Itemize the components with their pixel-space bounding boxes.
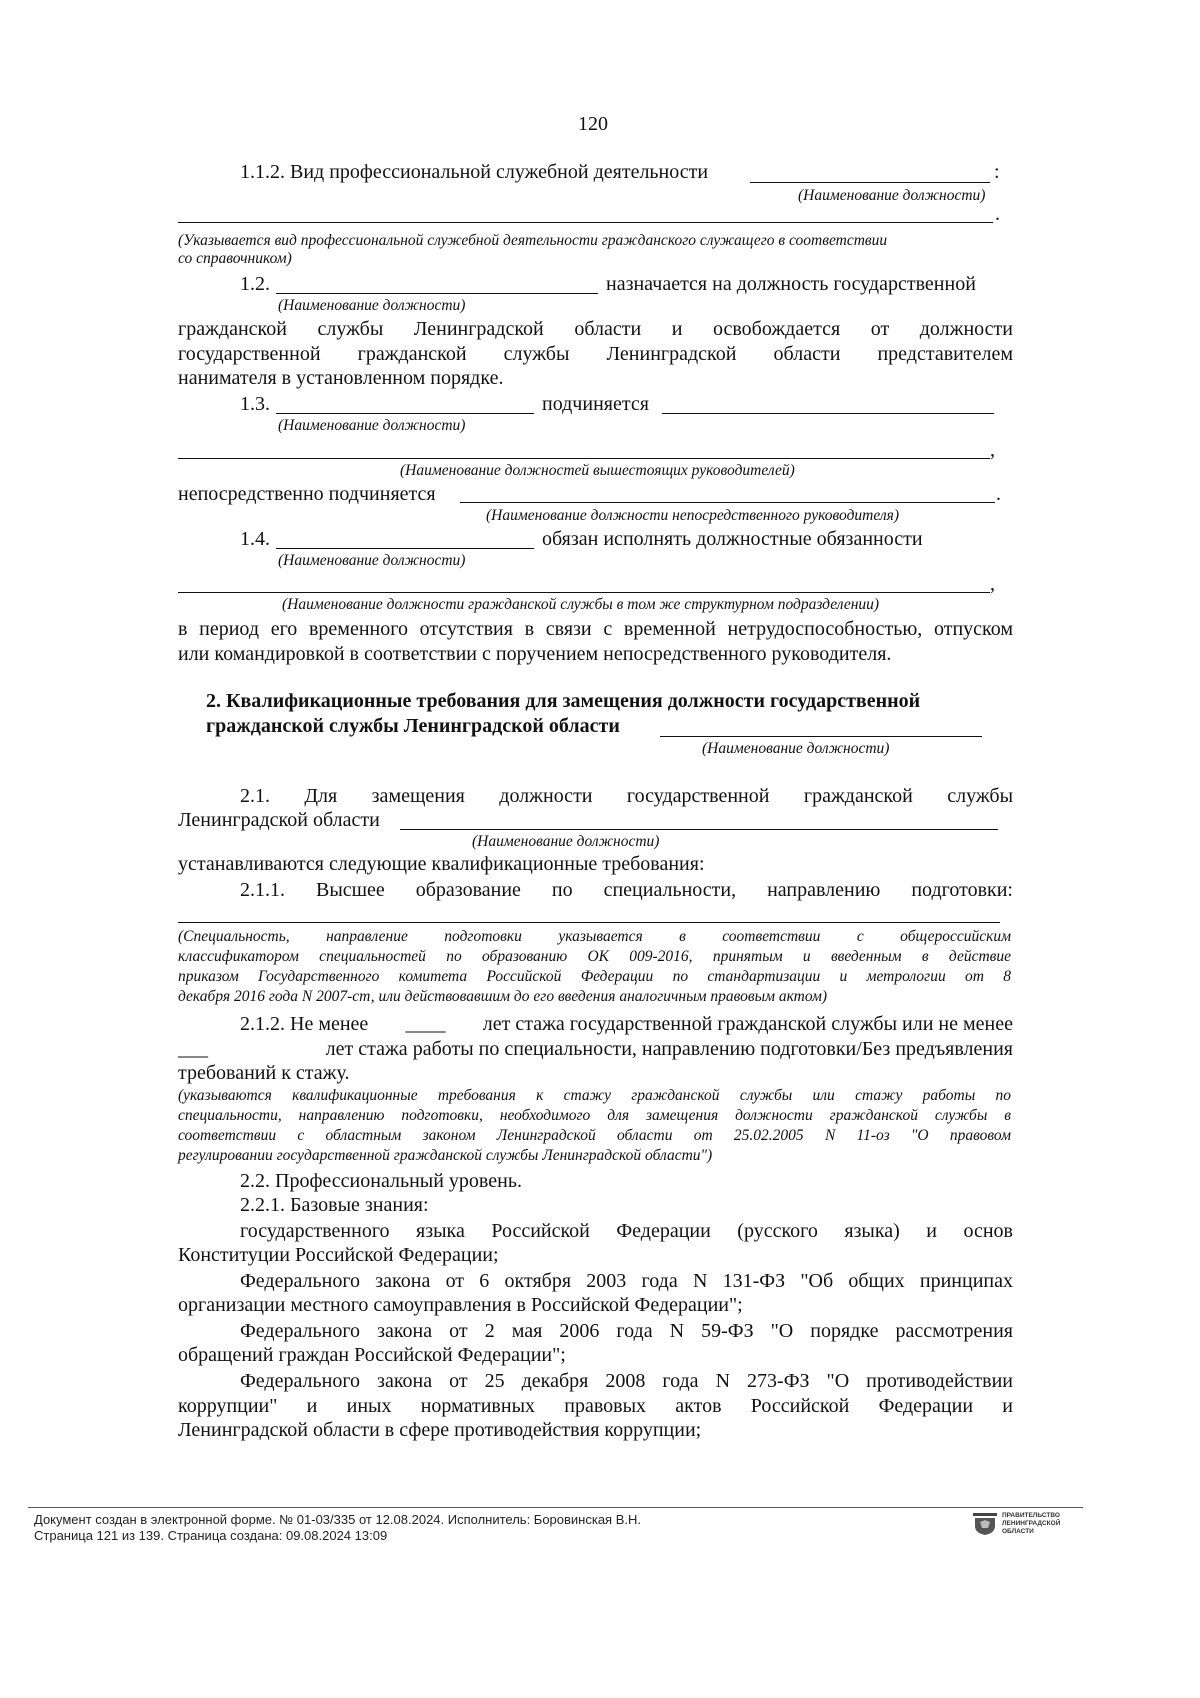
section-1-3-subordinate: подчиняется	[542, 393, 649, 415]
knowledge-item-1-line-1: государственного языка Российской Федерации (русского языка) и основ	[240, 1220, 1013, 1242]
section-2-1-2-line-3: требований к стажу.	[178, 1062, 350, 1084]
section-2-heading-line-2: гражданской службы Ленинградской области	[206, 715, 620, 737]
colon: :	[994, 161, 1000, 183]
logo-text-line-1: ПРАВИТЕЛЬСТВО	[1002, 1512, 1060, 1519]
knowledge-item-4-line-3: Ленинградской области в сфере противодействия коррупции;	[178, 1419, 702, 1441]
knowledge-item-1-line-2: Конституции Российской Федерации;	[178, 1244, 499, 1266]
knowledge-item-4-line-1: Федерального закона от 25 декабря 2008 года N 273-ФЗ "О противодействии	[240, 1370, 1013, 1392]
section-2-1-2-rest-2: лет стажа работы по специальности, направлению подготовки/Без предъявления	[325, 1038, 1013, 1060]
hint-position-name: (Наименование должности)	[278, 552, 466, 569]
knowledge-item-3-line-1: Федерального закона от 2 мая 2006 года N 59-ФЗ "О порядке рассмотрения	[240, 1320, 1013, 1342]
footer-line-1: Документ создан в электронной форме. № 01-03/335 от 12.08.2024. Исполнитель: Боровинская В.Н.	[34, 1512, 641, 1527]
blank-line	[400, 829, 998, 830]
period: .	[996, 483, 1001, 505]
section-2-1-line-3: устанавливаются следующие квалификационные требования:	[178, 853, 705, 875]
section-1-4-line-1: в период его временного отсутствия в связи с временной нетрудоспособностью, отпуском	[178, 618, 1013, 640]
section-1-4-line-2: или командировкой в соответствии с поручением непосредственного руководителя.	[178, 643, 892, 665]
blank-line	[750, 182, 990, 183]
hint-position-name: (Наименование должности)	[798, 187, 986, 204]
footer-divider	[28, 1507, 1083, 1508]
section-1-2-line-2: государственной гражданской службы Ленинградской области представителем	[178, 343, 1013, 365]
knowledge-item-2-line-2: организации местного самоуправления в Российской Федерации";	[178, 1294, 743, 1316]
note-experience-line-3: соответствии с областным законом Ленинградской области от 25.02.2005 N 11-оз "О правовом	[178, 1127, 1011, 1144]
note-experience-line-4: регулировании государственной гражданской службы Ленинградской области")	[178, 1147, 713, 1164]
note-specialty-line-2: классификатором специальностей по образованию ОК 009-2016, принятым и введенным в действие	[178, 948, 1011, 965]
comma: ,	[990, 573, 995, 595]
section-1-2-text: назначается на должность государственной	[606, 273, 976, 295]
section-2-1-2-line-1	[240, 1012, 1013, 1036]
hint-senior-managers: (Наименование должностей вышестоящих руководителей)	[400, 462, 795, 479]
section-2-1-line-2: Ленинградской области	[178, 809, 380, 831]
hint-position-name: (Наименование должности)	[278, 297, 466, 314]
blank-line	[460, 502, 995, 503]
coat-of-arms-icon	[972, 1512, 998, 1536]
period: .	[995, 203, 1000, 225]
blank-line	[276, 548, 534, 549]
hint-same-unit-position: (Наименование должности гражданской службы в том же структурном подразделении)	[282, 596, 880, 613]
hint-position-name: (Наименование должности)	[278, 417, 466, 434]
note-experience-line-2: специальности, направлению подготовки, необходимого для замещения должности гражданской службы в	[178, 1107, 1011, 1124]
blank-line	[178, 922, 1000, 923]
blank-line	[178, 592, 990, 593]
hint-direct-manager: (Наименование должности непосредственного руководителя)	[486, 507, 899, 524]
section-2-2-title: 2.2. Профессиональный уровень.	[240, 1170, 522, 1192]
blank-line	[178, 458, 990, 459]
section-1-3-number: 1.3.	[240, 393, 270, 415]
section-1-2-line-1: гражданской службы Ленинградской области и освобождается от должности	[178, 318, 1013, 340]
blank-line	[178, 222, 993, 223]
note-experience-line-1: (указываются квалификационные требования к стажу гражданской службы или стажу работы по	[178, 1087, 1011, 1104]
section-2-1-line-1: 2.1. Для замещения должности государственной гражданской службы	[240, 785, 1013, 807]
logo-text-line-3: ОБЛАСТИ	[1002, 1528, 1034, 1535]
section-1-4-number: 1.4.	[240, 528, 270, 550]
section-2-1-2-line-2	[178, 1037, 1013, 1061]
note-activity-type-line-2: со справочником)	[178, 250, 292, 267]
section-2-1-2-prefix: 2.1.2. Не менее	[240, 1013, 369, 1035]
knowledge-item-4-line-2: коррупции" и иных нормативных правовых актов Российской Федерации и	[178, 1395, 1013, 1417]
note-specialty-line-4: декабря 2016 года N 2007-ст, или действовавшим до его введения аналогичным правовым актом)	[178, 988, 828, 1005]
section-2-1-2-rest-1: лет стажа государственной гражданской службы или не менее	[482, 1013, 1013, 1035]
logo-text-line-2: ЛЕНИНГРАДСКОЙ	[1002, 1520, 1061, 1527]
section-2-2-1-title: 2.2.1. Базовые знания:	[240, 1194, 429, 1216]
knowledge-item-3-line-2: обращений граждан Российской Федерации";	[178, 1344, 566, 1366]
hint-position-name: (Наименование должности)	[472, 833, 660, 850]
blank-line	[276, 413, 534, 414]
section-2-heading-line-1: 2. Квалификационные требования для замещения должности государственной	[206, 690, 921, 712]
note-specialty-line-1: (Специальность, направление подготовки указывается в соответствии с общероссийским	[178, 928, 1011, 945]
comma: ,	[990, 439, 995, 461]
blank-years-2: ___	[178, 1038, 208, 1060]
blank-line	[662, 413, 994, 414]
hint-position-name: (Наименование должности)	[702, 740, 890, 757]
direct-subordination-label: непосредственно подчиняется	[178, 483, 436, 505]
section-1-1-2-label: 1.1.2. Вид профессиональной служебной деятельности	[240, 161, 709, 183]
footer-line-2: Страница 121 из 139. Страница создана: 09.08.2024 13:09	[34, 1528, 388, 1543]
section-1-2-line-3: нанимателя в установленном порядке.	[178, 367, 504, 389]
page-number: 120	[578, 113, 608, 135]
note-activity-type-line-1: (Указывается вид профессиональной служебной деятельности гражданского служащего в соответствии	[178, 232, 888, 249]
blank-line	[660, 736, 982, 737]
section-2-1-1-line-1: 2.1.1. Высшее образование по специальности, направлению подготовки:	[240, 879, 1013, 901]
section-1-2-number: 1.2.	[240, 273, 270, 295]
blank-line	[276, 293, 598, 294]
section-1-4-text: обязан исполнять должностные обязанности	[542, 528, 923, 550]
knowledge-item-2-line-1: Федерального закона от 6 октября 2003 года N 131-ФЗ "Об общих принципах	[240, 1270, 1013, 1292]
note-specialty-line-3: приказом Государственного комитета Российской Федерации по стандартизации и метрологии от 8	[178, 968, 1011, 985]
blank-years-1: ____	[405, 1013, 446, 1035]
